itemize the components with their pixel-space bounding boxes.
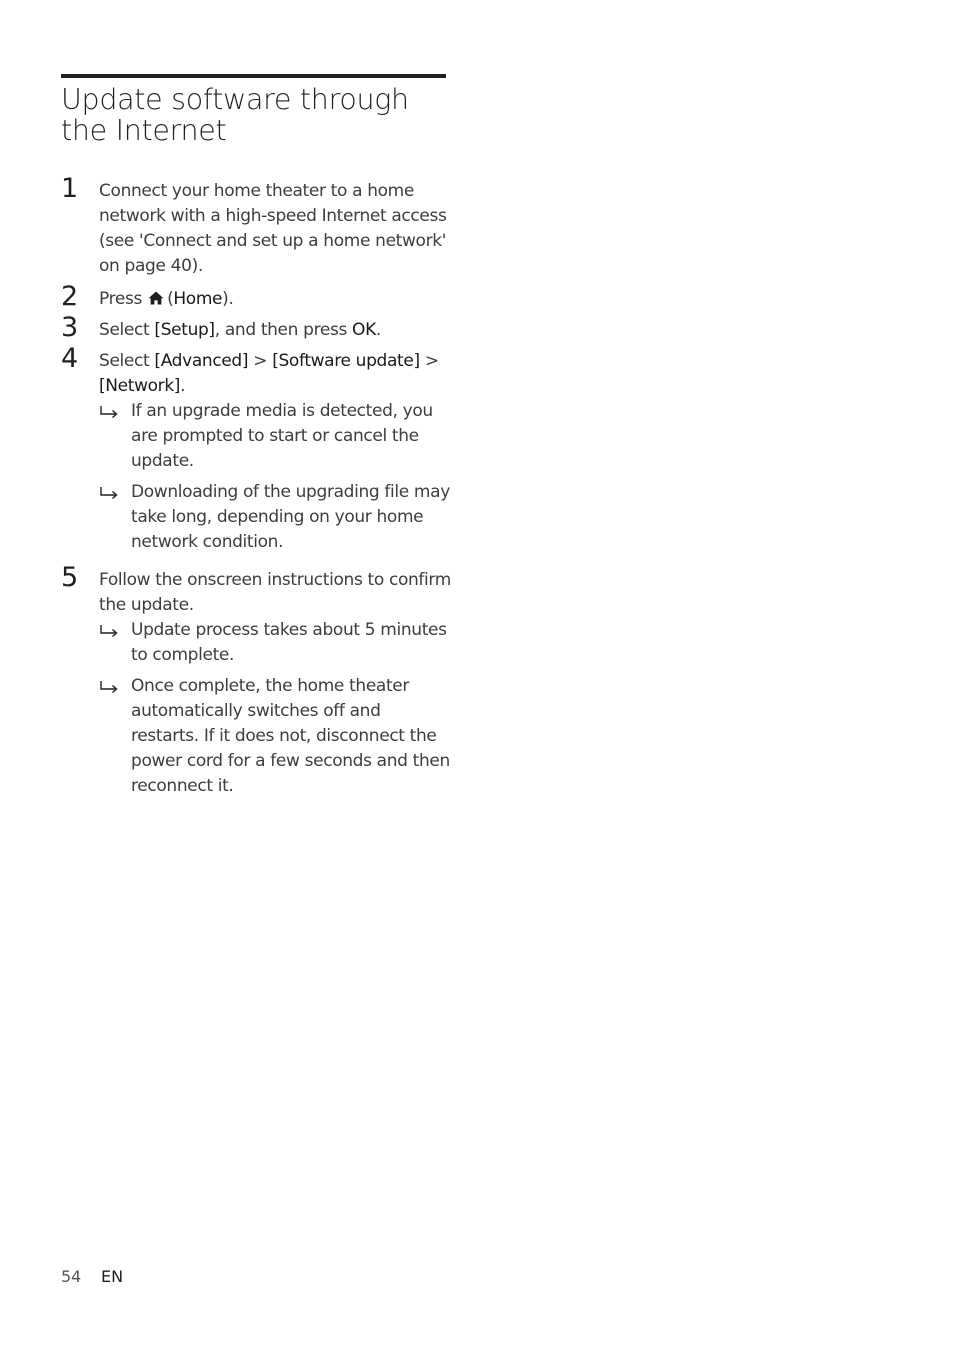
paren-open: ( xyxy=(167,289,174,309)
step-prefix: Select xyxy=(99,320,150,340)
step-suffix: . xyxy=(375,320,381,340)
home-label: Home xyxy=(173,289,223,309)
step-text xyxy=(99,287,451,312)
step-text: Follow the onscreen instructions to confirm the update. xyxy=(99,570,451,615)
step-text xyxy=(99,318,451,343)
step-number: 3 xyxy=(61,312,79,343)
step-text: Connect your home theater to a home network with a high-speed Internet access (see 'Connect and set up a home network' on page 40). xyxy=(99,181,447,276)
step-prefix: Select xyxy=(99,351,150,371)
step-number: 1 xyxy=(61,173,79,204)
result-arrow-icon xyxy=(99,402,121,422)
page-number: 54 xyxy=(61,1267,81,1286)
result-text: Downloading of the upgrading file may take long, depending on your home network condition. xyxy=(131,482,450,552)
step-number: 2 xyxy=(61,281,79,312)
separator: > xyxy=(253,351,268,371)
setup-label: [Setup] xyxy=(154,320,215,340)
result-text: If an upgrade media is detected, you are prompted to start or cancel the update. xyxy=(131,401,433,471)
result-arrow-icon xyxy=(99,677,121,697)
network-label: [Network] xyxy=(99,376,181,396)
step-suffix: ). xyxy=(222,289,234,309)
separator: > xyxy=(424,351,439,371)
language-code: EN xyxy=(101,1267,124,1286)
advanced-label: [Advanced] xyxy=(154,351,249,371)
result-arrow-icon xyxy=(99,621,121,641)
step-number: 4 xyxy=(61,343,79,374)
step-middle: , and then press xyxy=(214,320,347,340)
step-number: 5 xyxy=(61,562,79,593)
result-text: Update process takes about 5 minutes to complete. xyxy=(131,620,447,665)
home-icon xyxy=(148,291,164,305)
step-suffix: . xyxy=(180,376,186,396)
title-rule xyxy=(61,74,446,78)
result-arrow-icon xyxy=(99,483,121,503)
result-text: Once complete, the home theater automatically switches off and restarts. If it does not, disconnect the power cord for a few seconds and then reconnect it. xyxy=(131,676,450,796)
page-title: Update software through the Internet xyxy=(61,83,409,147)
step-text xyxy=(99,349,451,399)
software-update-label: [Software update] xyxy=(272,351,420,371)
step-prefix: Press xyxy=(99,289,142,309)
ok-label: OK xyxy=(352,320,376,340)
